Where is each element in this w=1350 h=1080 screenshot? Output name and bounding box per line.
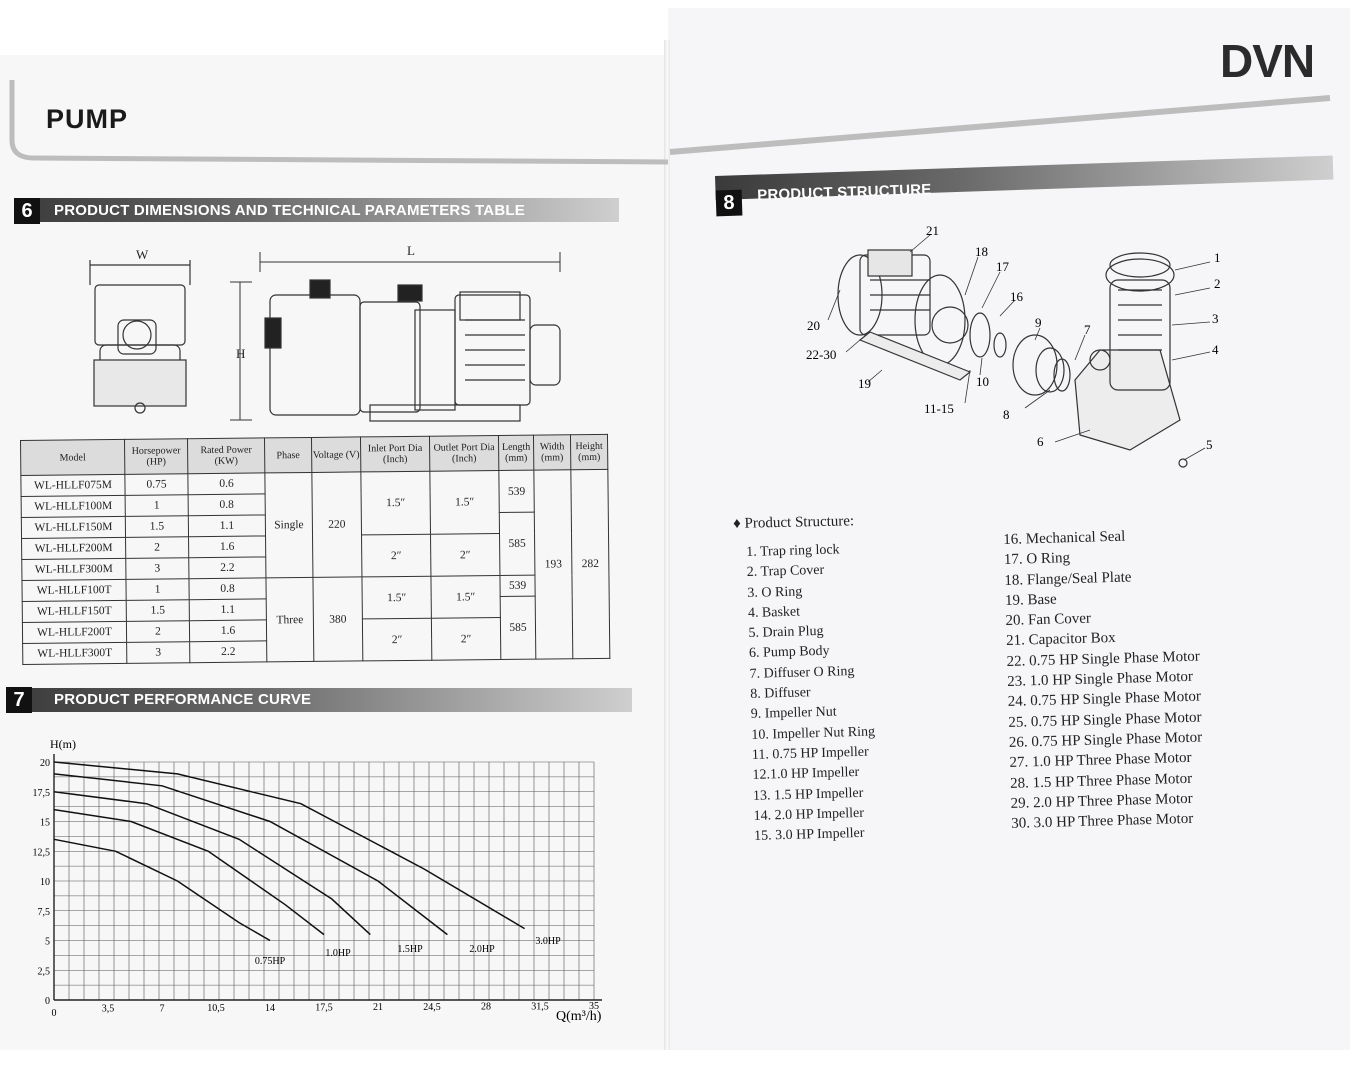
- model-cell: WL-HLLF200M: [22, 537, 126, 559]
- outlet-cell: 1.5″: [431, 575, 500, 618]
- callout: 1: [1214, 250, 1221, 265]
- inlet-cell: 2″: [362, 618, 431, 661]
- callout: 4: [1212, 342, 1219, 357]
- list-item: 16. Mechanical Seal: [1003, 528, 1126, 548]
- callout: 21: [926, 223, 939, 238]
- header-rated-power: Rated Power (KW): [187, 438, 264, 474]
- spec-table: [20, 434, 610, 665]
- model-cell: WL-HLLF300T: [23, 642, 127, 664]
- inlet-cell: 1.5″: [361, 471, 431, 535]
- y-tick-label: 10: [40, 877, 50, 888]
- x-tick-label: 17,5: [315, 1002, 333, 1014]
- callout: 20: [807, 318, 820, 333]
- callout: 16: [1010, 289, 1023, 304]
- y-tick-label: 0: [45, 996, 50, 1007]
- dimension-label-w: W: [136, 247, 149, 262]
- section-8-title: PRODUCT STRUCTURE: [757, 181, 932, 204]
- list-item: 15. 3.0 HP Impeller: [753, 825, 865, 845]
- header-inlet: Inlet Port Dia (Inch): [360, 436, 429, 472]
- x-tick-label: 0: [51, 1008, 57, 1019]
- header-length: Length (mm): [498, 435, 533, 470]
- model-cell: WL-HLLF075M: [21, 474, 125, 496]
- series-line-0.75HP: [54, 839, 270, 940]
- list-item: 3. O Ring: [747, 584, 803, 601]
- y-tick-label: 7,5: [37, 906, 50, 918]
- y-axis-label: H(m): [50, 737, 76, 751]
- x-axis-label: Q(m³/h): [556, 1009, 602, 1024]
- list-item: 19. Base: [1004, 591, 1057, 609]
- header-horsepower: Horsepower (HP): [124, 439, 187, 475]
- list-item: 14. 2.0 HP Impeller: [753, 805, 865, 824]
- pump-side-view: [265, 280, 560, 421]
- kw-cell: 0.8: [189, 578, 266, 600]
- model-cell: WL-HLLF300M: [22, 558, 126, 580]
- kw-cell: 0.8: [188, 494, 265, 516]
- list-item: 17. O Ring: [1003, 550, 1071, 569]
- list-item: 26. 0.75 HP Single Phase Motor: [1008, 729, 1203, 751]
- hp-cell: 3: [126, 558, 189, 580]
- hp-cell: 1.5: [125, 516, 188, 538]
- y-tick-label: 17,5: [32, 787, 50, 799]
- list-item: 5. Drain Plug: [748, 624, 824, 642]
- model-cell: WL-HLLF100T: [22, 579, 126, 601]
- length-cell: 539: [500, 575, 535, 596]
- hp-cell: 1.5: [126, 600, 189, 622]
- pump-dimension-drawing: [80, 240, 580, 430]
- series-label: 0.75HP: [254, 956, 286, 967]
- hp-cell: 2: [126, 537, 189, 559]
- y-tick-label: 5: [45, 936, 50, 948]
- inlet-cell: 2″: [362, 534, 431, 577]
- right-header-rule: [668, 90, 1348, 160]
- list-item: 30. 3.0 HP Three Phase Motor: [1010, 810, 1194, 833]
- hp-cell: 1: [126, 579, 189, 601]
- hp-cell: 1: [125, 495, 188, 517]
- kw-cell: 1.1: [188, 515, 265, 537]
- kw-cell: 1.1: [189, 599, 266, 621]
- list-item: 10. Impeller Nut Ring: [751, 724, 876, 743]
- length-cell: 585: [499, 512, 535, 575]
- list-item: 18. Flange/Seal Plate: [1004, 569, 1132, 589]
- list-item: 8. Diffuser: [750, 685, 811, 703]
- series-line-3.0HP: [54, 762, 525, 929]
- outlet-cell: 2″: [431, 533, 500, 576]
- list-item: 27. 1.0 HP Three Phase Motor: [1009, 750, 1192, 772]
- x-tick-label: 31,5: [531, 1001, 549, 1013]
- y-tick-label: 12,5: [32, 847, 50, 859]
- header-phase: Phase: [264, 437, 311, 472]
- x-tick-label: 21: [373, 1002, 383, 1014]
- section-7-title: PRODUCT PERFORMANCE CURVE: [54, 691, 312, 708]
- hp-cell: 2: [126, 621, 189, 643]
- callout: 2: [1214, 276, 1221, 291]
- chart-grid: [54, 754, 602, 1000]
- list-item: 13. 1.5 HP Impeller: [752, 785, 864, 804]
- callout: 10: [976, 374, 989, 389]
- kw-cell: 2.2: [190, 641, 267, 663]
- list-item: 21. Capacitor Box: [1005, 630, 1116, 650]
- callout: 3: [1212, 311, 1219, 326]
- x-tick-label: 7: [159, 1003, 165, 1015]
- voltage-cell: 380: [313, 577, 363, 662]
- hp-cell: 0.75: [125, 474, 188, 496]
- kw-cell: 1.6: [189, 536, 266, 558]
- header-width: Width (mm): [533, 435, 570, 470]
- callout: 17: [996, 259, 1009, 274]
- parts-list-left: [746, 540, 878, 848]
- callout: 8: [1003, 407, 1010, 422]
- width-cell: 193: [534, 470, 573, 659]
- model-cell: WL-HLLF200T: [22, 621, 126, 643]
- list-item: 28. 1.5 HP Three Phase Motor: [1009, 770, 1193, 792]
- header-model: Model: [21, 439, 125, 475]
- parts-list-right: [1003, 525, 1205, 835]
- outlet-cell: 2″: [431, 617, 500, 660]
- series-label: 1.5HP: [397, 944, 423, 955]
- callout: 19: [858, 376, 871, 391]
- series-label: 1.0HP: [325, 948, 351, 959]
- header-voltage: Voltage (V): [311, 437, 360, 473]
- dimension-label-h: H: [236, 346, 246, 361]
- page-title: PUMP: [46, 104, 129, 134]
- list-item: 23. 1.0 HP Single Phase Motor: [1007, 668, 1194, 691]
- phase-cell: Three: [266, 577, 314, 661]
- kw-cell: 2.2: [189, 557, 266, 579]
- model-cell: WL-HLLF150M: [21, 516, 125, 538]
- x-tick-label: 14: [265, 1002, 275, 1014]
- callout: 22-30: [806, 347, 837, 362]
- y-tick-label: 15: [40, 817, 50, 829]
- voltage-cell: 220: [312, 472, 362, 578]
- height-cell: 282: [571, 469, 610, 658]
- section-8-number: 8: [716, 190, 743, 217]
- list-item: 6. Pump Body: [748, 644, 830, 662]
- callout: 6: [1037, 434, 1044, 449]
- list-item: 9. Impeller Nut: [750, 704, 837, 723]
- model-cell: WL-HLLF150T: [22, 600, 126, 622]
- list-item: 7. Diffuser O Ring: [749, 663, 855, 682]
- list-item: 1. Trap ring lock: [746, 542, 840, 560]
- callout: 11-15: [924, 401, 954, 416]
- list-item: 20. Fan Cover: [1005, 610, 1092, 630]
- exploded-parts: [838, 250, 1187, 467]
- x-tick-label: 10,5: [207, 1003, 225, 1015]
- x-tick-label: 3,5: [101, 1003, 115, 1015]
- pump-front-view: [90, 260, 190, 413]
- x-tick-label: 35: [589, 1001, 599, 1012]
- book-spine: [664, 40, 670, 1050]
- inlet-cell: 1.5″: [362, 576, 431, 619]
- parts-heading: ♦ Product Structure:: [733, 513, 855, 532]
- dimension-label-l: L: [407, 243, 415, 258]
- list-item: 2. Trap Cover: [746, 563, 825, 581]
- kw-cell: 1.6: [189, 620, 266, 642]
- callout: 9: [1035, 315, 1042, 330]
- performance-chart: [20, 730, 620, 1030]
- series-line-1.5HP: [54, 792, 370, 935]
- length-cell: 539: [499, 470, 534, 512]
- header-height: Height (mm): [570, 434, 607, 469]
- phase-cell: Single: [265, 472, 313, 577]
- section-7-number: 7: [6, 687, 32, 713]
- list-item: 4. Basket: [747, 604, 801, 621]
- list-item: 22. 0.75 HP Single Phase Motor: [1006, 648, 1201, 670]
- model-cell: WL-HLLF100M: [21, 495, 125, 517]
- x-tick-label: 24,5: [423, 1001, 441, 1013]
- list-item: 25. 0.75 HP Single Phase Motor: [1008, 709, 1202, 731]
- section-6-number: 6: [14, 198, 40, 224]
- y-tick-label: 2,5: [37, 966, 50, 978]
- y-tick-label: 20: [40, 758, 50, 769]
- length-cell: 585: [500, 596, 536, 659]
- exploded-structure-diagram: [800, 220, 1240, 480]
- kw-cell: 0.6: [188, 473, 265, 495]
- x-tick-label: 28: [481, 1001, 491, 1013]
- brand-logo: DVN: [1220, 35, 1315, 87]
- list-item: 29. 2.0 HP Three Phase Motor: [1010, 790, 1193, 812]
- list-item: 24. 0.75 HP Single Phase Motor: [1007, 688, 1202, 711]
- list-item: 11. 0.75 HP Impeller: [751, 744, 869, 763]
- callout: 7: [1084, 322, 1091, 337]
- series-label: 2.0HP: [469, 944, 495, 955]
- header-outlet: Outlet Port Dia (Inch): [429, 435, 498, 471]
- outlet-cell: 1.5″: [430, 470, 500, 534]
- list-item: 12.1.0 HP Impeller: [752, 765, 860, 784]
- series-label: 3.0HP: [535, 936, 561, 947]
- section-6-title: PRODUCT DIMENSIONS AND TECHNICAL PARAMETERS TABLE: [54, 202, 525, 219]
- callout: 18: [975, 244, 988, 259]
- callout: 5: [1206, 437, 1213, 452]
- hp-cell: 3: [127, 642, 190, 664]
